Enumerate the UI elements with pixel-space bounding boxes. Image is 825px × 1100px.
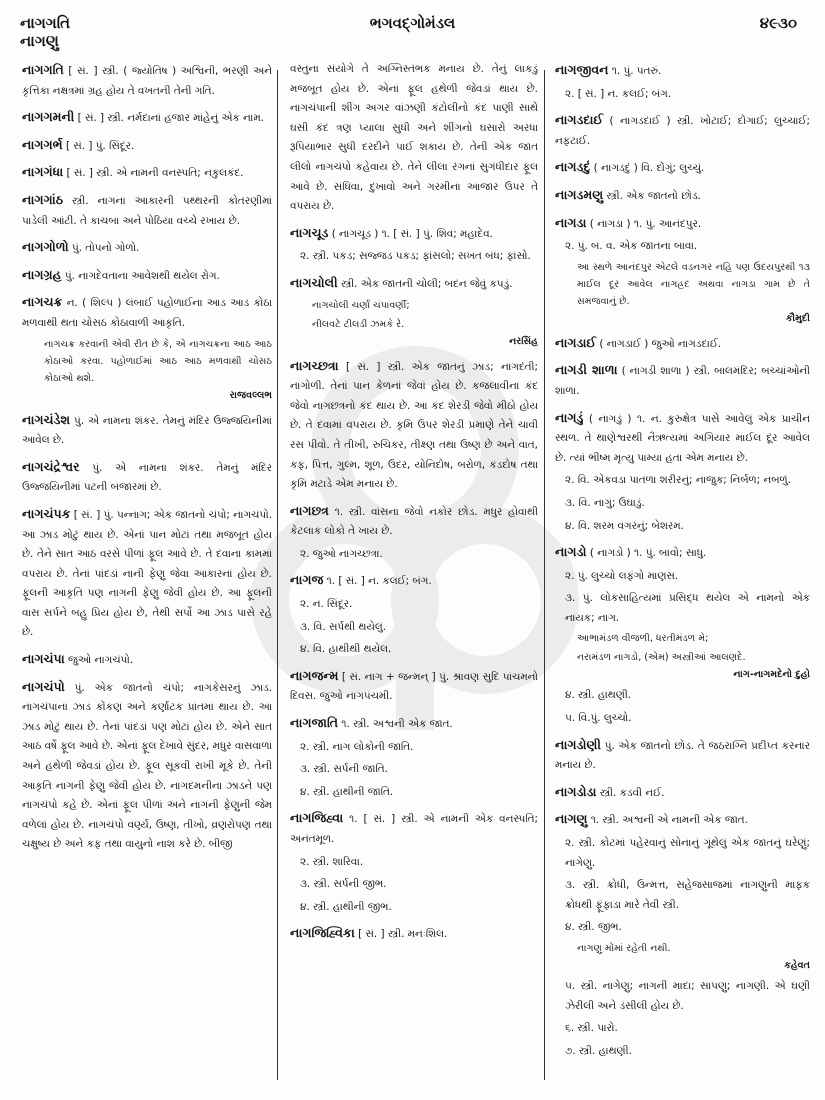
definition-text: [ સં. ] સ્ત્રી. એક જાતનું ઝાડ; નાગદંતી; નાગોળી. તેનાં પાન કેળનાં જેવાં હોય છે. કજલાવીના કંદ જેવો નાગછત્રનો કંદ થાય છે. આ કંદ શેરડી જેવો મીઠો હોય છે. તે દવામાં વપરાય છે. કૃમિ ઉપર શેરડી પ્રમાણે તેને ચાવી રસ પીવો. તે તીખી, રુચિકર, તીક્ષ્ણ તથા ઉષ્ણ છે અને વાત, કફ, પિત્ત, ગુલ્મ, શૂળ, ઉદર, યોનિદોષ, બરોળ, કંડદોષ તથા કૃમિ મટાડે એમ મનાય છે. bbox=[290, 360, 538, 491]
column-divider-1 bbox=[277, 70, 278, 1080]
headword: નાગચ્છત્રા bbox=[290, 357, 339, 373]
sub-sense: ૪. સ્ત્રી. હાથીની જીભ. bbox=[300, 900, 392, 913]
headword: નાગડા bbox=[555, 214, 587, 230]
headword: નાગછત્ર bbox=[290, 502, 329, 518]
citation-quote: નાગચક્ર કરવાની એવી રીત છે કે, એ નાગચક્રના આઠ આઠ કોઠાઓ કરવા. પહોળાઈમાં આઠ આઠ મળવાથી ચોસઠ કોઠાઓ થશે. bbox=[44, 338, 272, 384]
definition-text: [ સં. ] સ્ત્રી. ( જ્યોતિષ ) અશ્વિની, ભરણી અને કૃત્તિકા નક્ષત્રમાં ગ્રહ હોય તે વખતની તેની ગતિ. bbox=[22, 65, 272, 97]
definition-text: ( નાગડદાઈ ) સ્ત્રી. ખોટાઈ; દોંગાઈ; લુચ્ચાઈ; નફટાઈ. bbox=[555, 115, 810, 147]
headword: નાગડોણી bbox=[555, 736, 601, 752]
definition-text: ( નાગડી શાળા ) સ્ત્રી. બાલમંદિર; બચ્ચાંઓની શાળા. bbox=[555, 365, 810, 397]
definition-text: ( નાગડદું ) વિ. દોંગું; લુચ્ચું. bbox=[593, 162, 705, 175]
definition-text: [ સં. નાગ + જન્મન્ ] પું. શ્રાવણ સુદિ પાંચમનો દિવસ. જુઓ નાગપંચમી. bbox=[290, 670, 538, 703]
dictionary-entry bbox=[290, 808, 538, 917]
dictionary-column-3 bbox=[555, 60, 810, 1067]
book-title: ભગવદ્ગોમંડલ bbox=[369, 14, 456, 32]
dictionary-entry bbox=[22, 457, 272, 498]
definition-text: ન. ( શિલ્પ ) લંબાઈ પહોળાઈના આડ આડ કોઠા મળવાથી થતા ચોસઠ કોઠાવાળી આકૃતિ. bbox=[22, 297, 272, 329]
dictionary-entry bbox=[555, 213, 810, 327]
dictionary-entry bbox=[555, 60, 810, 104]
definition-text: પું. એ નામના શંકર. તેમનું મંદિર ઉજ્જયિનીમાં આવેલ છે. bbox=[22, 414, 272, 447]
definition-text: [ સં. ] પું. સિંદૂર. bbox=[65, 139, 135, 152]
dictionary-entry bbox=[555, 157, 810, 179]
dictionary-entry bbox=[22, 162, 272, 184]
headword: નાગચક્ર bbox=[22, 294, 63, 310]
dictionary-entry bbox=[290, 570, 538, 659]
dictionary-entry bbox=[290, 713, 538, 802]
sub-sense: ૨. સ્ત્રી. કોટમાં પહેરવાનું સોનાનું ગૂંથેલું એક જાતનું ઘરેણું; નાગેણુ. bbox=[565, 837, 810, 869]
dictionary-entry bbox=[555, 408, 810, 537]
dictionary-entry bbox=[555, 360, 810, 401]
dictionary-entry bbox=[555, 542, 810, 729]
headword: નાગજન્મ bbox=[290, 667, 339, 683]
citation-source: કૌમુદી bbox=[785, 312, 810, 324]
definition-text: પું. એક જાતનો છોડ. તે જઠરાગ્નિ પ્રદીપ્ત કરનાર મનાય છે. bbox=[555, 739, 810, 772]
citation-quote: નરામંડળ નાગડો, (એમ) અસ્ત્રીઆં આલણદે. bbox=[577, 652, 746, 664]
headword: નાગડાઈ bbox=[555, 334, 597, 350]
headword: નાગગોળો bbox=[22, 239, 69, 255]
page-number: ૪૯૩૦ bbox=[759, 14, 797, 32]
dictionary-entry bbox=[555, 185, 810, 207]
sub-sense: ૪. વિ. શરમ વગરનું; બેશરમ. bbox=[565, 519, 684, 532]
dictionary-entry bbox=[555, 333, 810, 355]
dictionary-entry bbox=[22, 504, 272, 643]
sub-sense: ૨. [ સં. ] ન. કલઈ; બંગ. bbox=[565, 87, 672, 100]
headword: નાગગર્ભ bbox=[22, 136, 63, 152]
definition-text: જુઓ નાગચંપો. bbox=[68, 654, 134, 667]
sub-sense: ૨. સ્ત્રી. નાગ લોકોની જાતિ. bbox=[300, 740, 414, 753]
definition-text: ૧. [ સં. ] સ્ત્રી. એ નામની એક વનસ્પતિ; અનંતમૂળ. bbox=[290, 813, 538, 845]
sub-sense: ૫. સ્ત્રી. નાગેણુ; નાગની માદા; સાપણુ; નાગણી. એ ઘણી ઝેરીલી અને ડંસીલી હોય છે. bbox=[565, 980, 810, 1012]
dictionary-column-1 bbox=[22, 60, 272, 861]
definition-text: ( નાગડું ) ૧. ન. કુરુક્ષેત્ર પાસે આવેલું એક પ્રાચીન સ્થળ. તે થાણેશ્વરથી નૈઋત્યમાં અગિયાર માઈલ દૂર આવેલ છે. ત્યાં ભીષ્મ મૃત્યુ પામ્યા હતા એમ મનાય છે. bbox=[555, 412, 810, 464]
definition-text: ૧. સ્ત્રી. વાંસના જેવો નકોર છોડ. મધુર હોવાથી કેટલાક લોકો તે ખાય છે. bbox=[290, 505, 538, 538]
headword: નાગચોલી bbox=[290, 274, 338, 290]
definition-text: [ સં. ] સ્ત્રી. નર્મદાનાં હજાર માંહેનું એક નામ. bbox=[77, 112, 264, 125]
sub-sense: ૩. સ્ત્રી. સર્પની જાતિ. bbox=[300, 763, 388, 776]
dictionary-entry bbox=[555, 735, 810, 776]
column-divider-2 bbox=[544, 70, 545, 1080]
guide-word-last: નાગણુ bbox=[20, 32, 59, 50]
dictionary-entry bbox=[290, 60, 538, 217]
definition-text: ૧. [ સં. ] ન. કલઈ; બંગ. bbox=[326, 575, 432, 588]
citation-source: નાગ-નાગમદેનો દુહો bbox=[733, 669, 810, 681]
headword: નાગગ્રહ bbox=[22, 266, 62, 282]
headword: નાગગંધા bbox=[22, 164, 64, 180]
dictionary-entry bbox=[555, 809, 810, 1061]
sub-sense: ૨. ન. સિંદૂર. bbox=[300, 598, 353, 611]
headword: નાગગતિ bbox=[22, 62, 64, 77]
sub-sense: ૬. સ્ત્રી. પારો. bbox=[565, 1022, 618, 1035]
headword: નાગડદું bbox=[555, 159, 591, 175]
headword: નાગગમની bbox=[22, 109, 75, 125]
citation-source: કહેવત bbox=[784, 960, 810, 971]
definition-text: સ્ત્રી. નાગના આકારની પથ્થરની કોતરણીમાં પાડેલી આંટી. તે કાચબા અને પોઠિયા વચ્ચે રખાય છે. bbox=[22, 194, 272, 227]
headword: નાગડોડા bbox=[555, 783, 597, 799]
definition-text: પું. તોપનો ગોળો. bbox=[71, 242, 140, 255]
sub-sense: ૩. વિ. નાગું; ઉઘાડું. bbox=[565, 496, 645, 509]
definition-text: [ સં. ] પું. પન્નાગ; એક જાતનો ચંપો; નાગચંપો. આ ઝાડ મોટું થાય છે. એનાં પાન મોટાં તથા મજબૂત હોય છે. તેને સાત આઠ વરસે પીળાં ફૂલ આવે છે. તે દવાના કામમાં વપરાય છે. તેનાં પાંદડાં નાની ફેણુ જેવા આકારનાં હોય છે. ફૂલની આકૃતિ પણ નાગની ફેણુ જેવી હોય છે. આ ફૂલની વાસ સર્પને બહુ પ્રિય હોય છે, તેથી સર્પો આ ઝાડ પાસે રહે છે. bbox=[22, 508, 273, 639]
guide-word-first: નાગગતિ bbox=[20, 14, 71, 32]
definition-text: ૧. સ્ત્રી. અશ્વની એક જાત. bbox=[341, 718, 453, 731]
headword: નાગડું bbox=[555, 409, 584, 425]
citation-quote: આભામંડળ વીજળી, ધરતીમંડળ મે; bbox=[577, 633, 709, 645]
sub-sense: ૪. સ્ત્રી. જીભ. bbox=[565, 921, 622, 934]
headword: નાગડો bbox=[555, 544, 587, 560]
definition-text: ( નાગડાઈ ) જુઓ નાગડદાઈ. bbox=[599, 337, 722, 350]
headword: નાગજિહ્વિકા bbox=[290, 925, 355, 941]
headword: નાગગાંઠ bbox=[22, 191, 63, 207]
sub-sense: ૨. સ્ત્રી. શારિવા. bbox=[300, 855, 364, 868]
sub-sense: ૫. વિ.પું. લુચ્ચો. bbox=[565, 712, 632, 725]
headword: નાગજીવન bbox=[555, 62, 609, 77]
sub-sense: ૩. પું. લોકસાહિત્યમાં પ્રસિદ્ધ થયેલ એ નામનો એક નાયક; નાગ. bbox=[565, 592, 810, 624]
definition-text: [ સં. ] સ્ત્રી. એ નામની વનસ્પતિ; નકુલકંદ. bbox=[66, 167, 244, 180]
dictionary-entry bbox=[22, 265, 272, 287]
dictionary-entry bbox=[290, 666, 538, 707]
definition-text: ( નાગડો ) ૧. પું. બાવો; સાધુ. bbox=[589, 547, 707, 560]
sub-sense: ૨. પું. બ. વ. એક જાતના બાવા. bbox=[565, 240, 698, 253]
headword: નાગચંપક bbox=[22, 505, 71, 521]
dictionary-entry bbox=[22, 410, 272, 451]
dictionary-entry bbox=[22, 292, 272, 403]
citation-quote: નાગણુ મોંમાં રહેતી નથી. bbox=[577, 943, 671, 954]
sub-sense: ૪. સ્ત્રી. હાથીની જાતિ. bbox=[300, 785, 394, 798]
headword: નાગડમણુ bbox=[555, 186, 604, 202]
definition-text: [ સં. ] સ્ત્રી. મનઃશિલ. bbox=[358, 928, 448, 941]
citation-source: રાજવલ્લભ bbox=[229, 389, 272, 401]
headword: નાગચંપો bbox=[22, 678, 65, 694]
sub-sense: ૨. પું. લુચ્ચો લફંગો માણસ. bbox=[565, 569, 679, 582]
sub-sense: ૪. સ્ત્રી. હાથણી. bbox=[565, 689, 632, 702]
sub-sense: ૩. સ્ત્રી. સર્પની જીભ. bbox=[300, 878, 387, 891]
definition-text: ૧. સ્ત્રી. અશ્વની એ નામની એક જાત. bbox=[590, 814, 748, 827]
citation-quote: આ સ્થળે આનંદપુર એટલે વડનગર નહિ પણ ઉદયપુરથી ૧૩ માઈલ દૂર આવેલ નાગહ્રદ અથવા નાગડા ગામ છે તે સમજવાનું છે. bbox=[577, 261, 810, 307]
sub-sense: ૩. વિ. સર્પથી થયેલું. bbox=[300, 620, 386, 633]
dictionary-entry bbox=[22, 190, 272, 231]
dictionary-entry bbox=[290, 223, 538, 267]
headword: નાગડી શાળા bbox=[555, 362, 618, 378]
headword: નાગજાતિ bbox=[290, 715, 339, 731]
dictionary-column-2 bbox=[290, 60, 538, 951]
dictionary-entry bbox=[22, 107, 272, 129]
definition-text: ( નાગચૂડ ) ૧. [ સં. ] પું. શિવ; મહાદેવ. bbox=[331, 227, 493, 240]
headword: નાગણુ bbox=[555, 811, 588, 827]
headword: નાગચંપા bbox=[22, 651, 65, 667]
dictionary-entry bbox=[22, 60, 272, 101]
dictionary-entry bbox=[290, 501, 538, 565]
headword: નાગડદાઈ bbox=[555, 112, 604, 128]
dictionary-entry bbox=[555, 782, 810, 804]
definition-text: સ્ત્રી. કડવી નઈ. bbox=[599, 786, 665, 799]
dictionary-entry bbox=[290, 356, 538, 495]
citation-quote: નીલવટે ટીલડી ઝમકે રે. bbox=[312, 318, 405, 330]
sub-sense: ૭. સ્ત્રી. હાથણી. bbox=[565, 1044, 632, 1057]
definition-text: સ્ત્રી. એક જાતનો છોડ. bbox=[606, 189, 701, 202]
sub-sense: ૨. સ્ત્રી. પકડ; સજ્જડ પકડ; ફાંસલો; સખત બંધ; ફાંસો. bbox=[300, 250, 531, 263]
dictionary-entry bbox=[22, 135, 272, 157]
sub-sense: ૩. સ્ત્રી. ક્રોધી, ઉન્મત્ત, સહેજસાજમાં નાગણુની માફક ક્રોધથી ફૂંફાડા મારે તેવી સ્ત્રી. bbox=[565, 879, 810, 911]
sub-sense: ૪. વિ. હાથીથી થયેલ. bbox=[300, 643, 392, 656]
definition-text: સ્ત્રી. એક જાતની ચોલી; બદન જેવું કપડું. bbox=[340, 277, 513, 290]
headword: નાગજ bbox=[290, 572, 324, 588]
sub-sense: ૨. વિ. એકવડા પાતળા શરીરનું; નાજુક; નિર્બળ; નબળું. bbox=[565, 474, 791, 487]
headword: નાગચંડેશ bbox=[22, 411, 71, 427]
definition-text: ( નાગડા ) ૧. પું. આનંદપુર. bbox=[589, 217, 702, 230]
headword: નાગચંદ્રેશ્વર bbox=[22, 458, 80, 474]
dictionary-entry bbox=[555, 110, 810, 151]
definition-text: પું. નાગદેવતાના આવેશથી થયેલ રોગ. bbox=[64, 269, 220, 282]
definition-text: પું. એક જાતનો ચંપો; નાગકેસરનું ઝાડ. નાગચંપાનાં ઝાડ કોંકણ અને કર્ણાટક પ્રાંતમાં થાય છે. આ ઝાડ મોટું થાય છે. તેનાં પાંદડાં પણ મોટાં હોય છે. એને સાત આઠ વર્ષે ફૂલ આવે છે. એનાં ફૂલ દેખાવે સુંદર, મધુર વાસવાળાં અને હથેળી જેવડાં હોય છે. ફૂલ સૂકવી રાખી મૂકે છે. તેની આકૃતિ નાગની ફેણુ જેવી હોય છે. નાગદમનીના ઝાડને પણ નાગચંપો કહે છે. એનાં ફૂલ પીળાં અને નાગની ફેણુની જેમ વળેલાં હોય છે. નાગચંપો વર્ણ્ય, ઉષ્ણ, તીખો, વ્રણરોપણ તથા ચક્ષુષ્ય છે અને કફ તથા વાયુનો નાશ કરે છે. બીજી bbox=[22, 681, 272, 851]
definition-text: વસ્તુના સંયોગે તે અગ્નિસ્તંભક મનાય છે. તેનું લાકડું મજબૂત હોય છે. એનાં ફૂલ હથેળી જેવડાં થાય છે. નાગચંપાની શીંગ અગર વાંઝણી કંટોલીનો કંદ પાણી સાથે ઘસી કંદ ત્રણ પ્યાલા સુધી અને શીંગનો ઘસારો અરધા રૂપિયાભાર સુધી દરદીને પાઈ શકાય છે. તેની એક જાત લીલો નાગચંપો કહેવાય છે. તેને લીલા રંગનાં સુગંધીદાર ફૂલ આવે છે. સંધિવા, દુખાવો અને ગરમીના આજાર ઉપર તે વપરાય છે. bbox=[290, 63, 538, 213]
page-header bbox=[0, 8, 825, 58]
dictionary-entry bbox=[22, 649, 272, 671]
headword: નાગજિહ્વા bbox=[290, 810, 344, 826]
citation-source: નરસિંહ bbox=[509, 335, 538, 347]
dictionary-entry bbox=[290, 273, 538, 350]
dictionary-entry bbox=[290, 923, 538, 945]
definition-text: પું. એ નામના શંકર. તેમનું મંદિર ઉજ્જયિનીમાં પટની બજારમાં છે. bbox=[22, 461, 272, 494]
sub-sense: ૨. જુઓ નાગચ્છત્રા. bbox=[300, 547, 383, 560]
dictionary-entry bbox=[22, 677, 272, 855]
citation-quote: નાગચોલી ચર્ણાં ચંપાવર્ણી; bbox=[312, 299, 410, 311]
headword: નાગચૂડ bbox=[290, 224, 329, 240]
dictionary-entry bbox=[22, 237, 272, 259]
definition-text: ૧. પું. પતરું. bbox=[611, 65, 662, 77]
